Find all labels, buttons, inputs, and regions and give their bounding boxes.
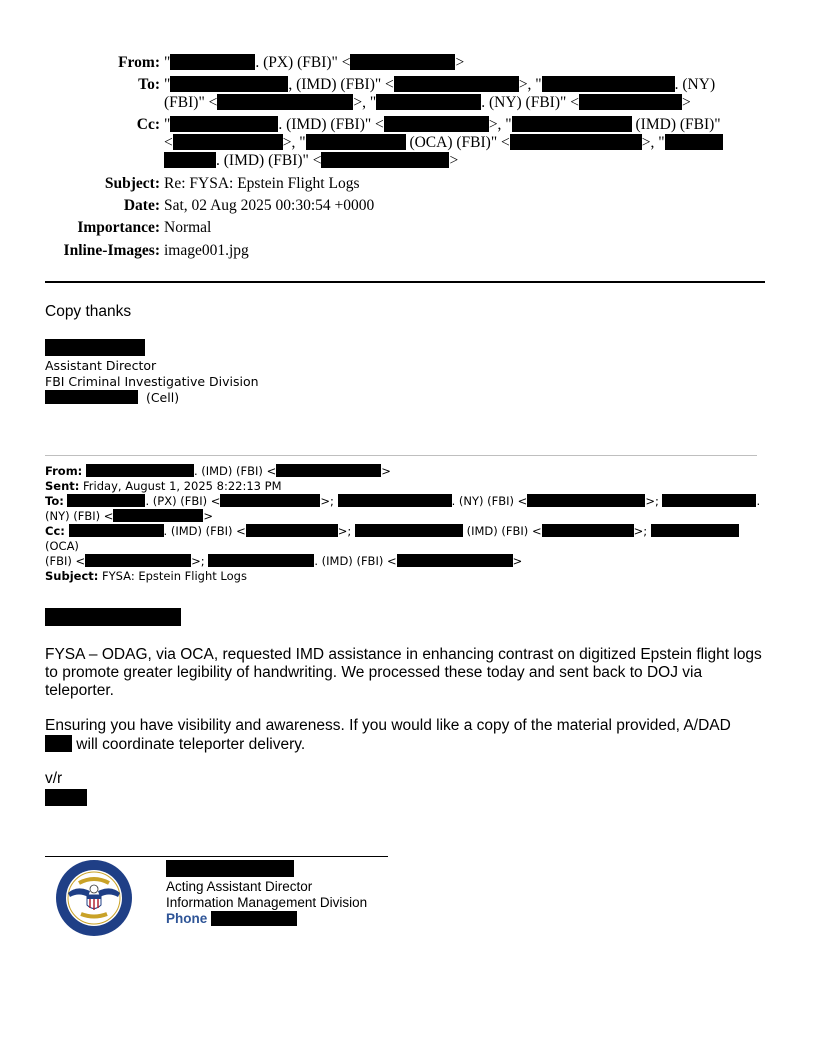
redaction [651,524,739,537]
signature-title: Assistant Director [45,358,157,373]
orig-to-line2: (NY) (FBI) < > [45,509,214,523]
signature2-phone: Phone [166,911,367,927]
to-label: To: [138,76,160,93]
to-value-line1: " , (IMD) (FBI)" < >, " . (NY) [164,76,716,93]
from-label: From: [118,54,160,71]
orig-to-line1: To: . (PX) (FBI) < >; . (NY) (FBI) < >; . [45,494,761,508]
redaction [276,464,381,477]
subject-value: Re: FYSA: Epstein Flight Logs [164,175,360,192]
redaction [45,735,72,752]
redaction [113,509,203,522]
redaction [510,134,642,150]
redaction [166,860,294,877]
redaction [67,494,145,507]
header-divider [45,281,765,283]
inline-images-value: image001.jpg [164,242,249,259]
redaction [86,464,194,477]
redaction [512,116,632,132]
redaction [306,134,406,150]
orig-from: From: . (IMD) (FBI) < > [45,464,391,478]
redaction [69,524,164,537]
redaction [542,76,675,92]
redaction [527,494,645,507]
redaction [45,390,138,404]
cc-label: Cc: [136,116,160,133]
redaction [173,134,283,150]
reply-body: Copy thanks [45,303,132,320]
redaction [350,54,455,70]
orig-sent: Sent: Friday, August 1, 2025 8:22:13 PM [45,479,282,493]
cc-value-line2: < >, " (OCA) (FBI)" < >, " [164,134,723,152]
original-para1: FYSA – ODAG, via OCA, requested IMD assistance in enhancing contrast on digitized Epstein flight logs to promote greater legibility of handwriting. We processed these today and sent back to DOJ via teleporter. [45,646,762,699]
cc-value-line1: " . (IMD) (FBI)" < >, " (IMD) (FBI)" [164,116,721,133]
signature2-title: Acting Assistant Director [166,879,313,894]
to-value-line2: (FBI)" < >, " . (NY) (FBI)" < > [164,94,691,111]
inline-images-label: Inline-Images: [63,242,160,259]
original-para2: Ensuring you have visibility and awareness. If you would like a copy of the material provided, A/DAD will coordinate teleporter delivery. [45,717,731,753]
redaction [542,524,634,537]
redaction [220,494,320,507]
redaction [45,608,181,626]
redaction [394,76,519,92]
redaction [397,554,513,567]
redaction [45,339,145,356]
subject-label: Subject: [104,175,160,192]
orig-subject: Subject: FYSA: Epstein Flight Logs [45,569,247,583]
cc-value-line3: . (IMD) (FBI)" < > [164,152,458,170]
redaction [662,494,756,507]
signature2-division: Information Management Division [166,895,368,910]
redaction [384,116,489,132]
redaction [170,76,288,92]
signature-division: FBI Criminal Investigative Division [45,374,259,389]
redaction [355,524,463,537]
redaction [579,94,682,110]
redaction [246,524,338,537]
redaction [376,94,481,110]
orig-cc-line1: Cc: . (IMD) (FBI) < >; (IMD) (FBI) < >; (OCA) [45,524,775,554]
signature2-block [166,879,367,927]
from-value: " . (PX) (FBI)" < > [164,54,465,71]
date-value: Sat, 02 Aug 2025 00:30:54 +0000 [164,197,375,214]
message-separator [45,455,757,456]
reply-signature [45,358,259,406]
imd-seal-logo [55,859,133,937]
signature-cell: (Cell) [45,390,259,406]
closing: v/r [45,770,63,787]
signature-rule [45,856,388,857]
redaction [338,494,452,507]
redaction [164,152,216,168]
redaction [211,911,297,926]
redaction [217,94,353,110]
redaction [665,134,723,150]
original-header [45,464,775,584]
importance-label: Importance: [77,219,160,236]
redaction [45,789,87,806]
importance-value: Normal [164,219,212,236]
orig-cc-line2: (FBI) < >; . (IMD) (FBI) < > [45,554,523,568]
redaction [208,554,314,567]
redaction [170,54,255,70]
redaction [85,554,191,567]
redaction [170,116,278,132]
date-label: Date: [123,197,160,214]
redaction [321,152,449,168]
